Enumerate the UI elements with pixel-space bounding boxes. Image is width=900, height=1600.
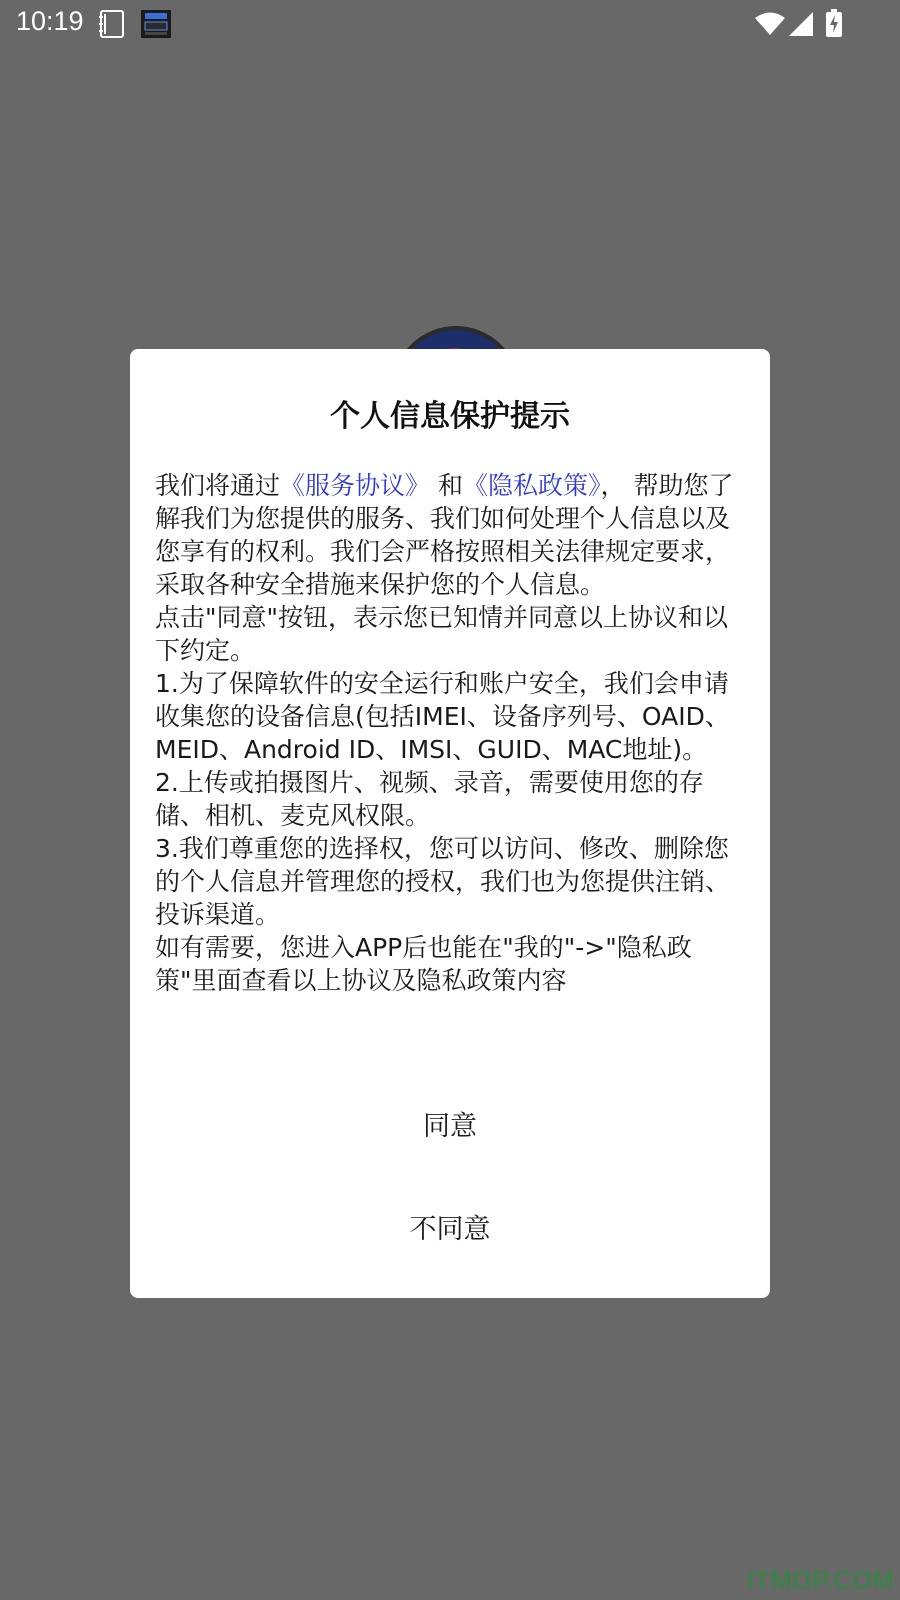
intro-suffix: ， 帮助您了解我们为您提供的服务、我们如何处理个人信息以及您享有的权利。我们会严格按照相关法律规定要求， 采取各种安全措施来保护您的个人信息。 <box>155 471 734 599</box>
dialog-body <box>155 469 749 997</box>
and-text: 和 <box>430 471 463 500</box>
battery-charging-icon <box>826 9 842 41</box>
signal-icon <box>789 12 813 40</box>
intro-paragraph <box>155 469 749 601</box>
consent-paragraph: 点击"同意"按钮，表示您已知情并同意以上协议和以下约定。 <box>155 603 729 665</box>
wifi-icon <box>755 12 785 40</box>
privacy-policy-link[interactable]: 《隐私政策》 <box>462 471 601 500</box>
status-bar <box>0 0 900 48</box>
notes-icon <box>99 10 125 42</box>
user-rights-paragraph: 3.我们尊重您的选择权，您可以访问、修改、删除您的个人信息并管理您的授权，我们也为您提供注销、投诉渠道。 <box>155 834 731 929</box>
agree-button[interactable]: 同意 <box>423 1111 477 1142</box>
intro-prefix: 我们将通过 <box>155 471 281 500</box>
dialog-title: 个人信息保护提示 <box>330 399 570 434</box>
device-info-paragraph: 1.为了保障软件的安全运行和账户安全，我们会申请收集您的设备信息(包括IMEI、设备序列号、OAID、MEID、Android ID、IMSI、GUID、MAC地址)。 <box>155 669 730 764</box>
watermark: ITMOP.COM <box>747 1565 894 1595</box>
app-thumbnail-icon <box>141 10 171 42</box>
where-to-view-paragraph: 如有需要，您进入APP后也能在"我的"->"隐私政策"里面查看以上协议及隐私政策内容 <box>155 933 692 995</box>
status-time: 10:19 <box>16 6 84 36</box>
permissions-paragraph: 2.上传或拍摄图片、视频、录音，需要使用您的存储、相机、麦克风权限。 <box>155 768 704 830</box>
disagree-button[interactable]: 不同意 <box>409 1214 491 1245</box>
service-agreement-link[interactable]: 《服务协议》 <box>280 471 431 500</box>
privacy-dialog <box>130 349 770 1298</box>
